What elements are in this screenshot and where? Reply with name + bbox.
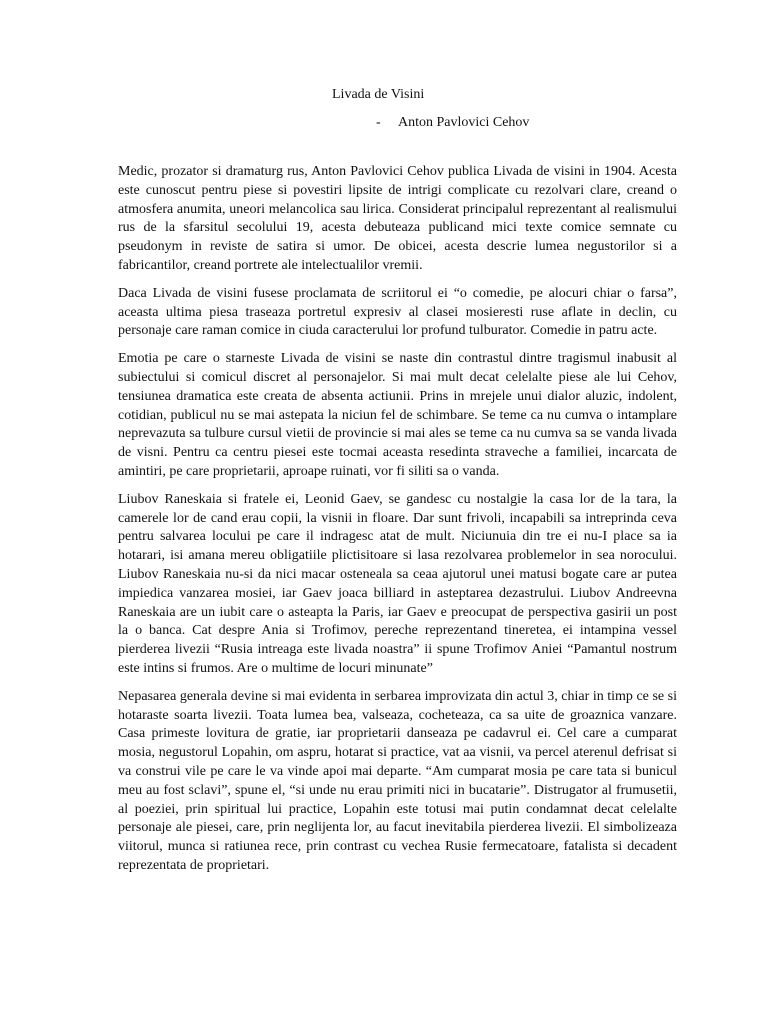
paragraph-4: Liubov Raneskaia si fratele ei, Leonid Gaev, se gandesc cu nostalgie la casa lor de la tara, la camerele lor de cand erau copii, la visnii in floare. Dar sunt frivoli, incapabili sa intreprinda ceva pentru salvarea locului pe care il indragesc atat de mult. Niciunuia din tre ei nu-I place sa ia hotarari, isi amana mereu obligatiile plictisitoare si lasa rezolvarea problemelor in sea norocului. Liubov Raneskaia nu-si da nici macar osteneala sa ceaa ajutorul unei matusi bogate care ar putea impiedica vanzarea mosiei, iar Gaev joaca billiard in asteptarea dezastrului. Liubov Andreevna Raneskaia are un iubit care o asteapta la Paris, iar Gaev e preocupat de perspectiva gasirii un post la o banca. Cat despre Ania si Trofimov, pereche reprezentand tineretea, ei intampina vessel pierderea livezii “Rusia intreaga este livada noastra” ii spune Trofimov Aniei “Pamantul nostrum este intins si frumos. Are o multime de locuri minunate”	[118, 491, 677, 676]
paragraph-3: Emotia pe care o starneste Livada de visini se naste din contrastul dintre tragismul inabusit al subiectului si comicul discret al personajelor. Si mai mult decat celelalte piese ale lui Cehov, tensiunea dramatica este creata de absenta actiunii. Prins in mrejele unui dialor aluzic, indolent, cotidian, publicul nu se mai astepata la niciun fel de schimbare. Se teme ca nu cumva o intamplare neprevazuta sa tulbure cursul vietii de provincie si mai ales se teme ca nu cumva sa se vanda livada de visni. Pentru ca centru piesei este tocmai aceasta resedinta straveche a familiei, incarcata de amintiri, pe care proprietarii, aproape ruinati, vor fi siliti sa o vanda.	[118, 351, 677, 479]
paragraph-2: Daca Livada de visini fusese proclamata de scriitorul ei “o comedie, pe alocuri chiar o farsa”, aceasta ultima piesa traseaza portretul expresiv al clasei mosieresti ruse aflate in declin, cu personaje care raman comice in ciuda caracterului lor profund tulburator. Comedie in patru acte.	[118, 285, 677, 339]
author-dash: -	[376, 115, 381, 130]
paragraph-1: Medic, prozator si dramaturg rus, Anton Pavlovici Cehov publica Livada de visini in 1904. Acesta este cunoscut pentru piese si povestiri lipsite de intrigi complicate cu rezolvari clare, creand o atmosfera anumita, uneori melancolica sau lirica. Considerat principalul reprezentant al realismului rus de la sfarsitul secolului 19, acesta debuteaza publicand mici texte comice semnate cu pseudonym in reviste de satira si umor. De obicei, acesta descrie lumea negustorilor si a fabricantilor, creand portrete ale intelectualilor vremii.	[118, 164, 677, 273]
author-line	[376, 114, 529, 132]
document-title: Livada de Visini	[332, 87, 425, 102]
document-body	[118, 163, 677, 885]
paragraph-5: Nepasarea generala devine si mai evidenta in serbarea improvizata din actul 3, chiar in timp ce se si hotaraste soarta livezii. Toata lumea bea, valseaza, cocheteaza, ca sa uite de groaznica vanzare. Casa primeste lovitura de gratie, iar proprietarii danseaza pe cadavrul ei. Cel care a cumparat mosia, negustorul Lopahin, om aspru, hotarat si practice, vat aa visnii, va percel aterenul defrisat si va construi vile pe care le va vinde apoi mai departe. “Am cumparat mosia pe care tata si bunicul meu au fost sclavi”, spune el, “si unde nu erau primiti nici in bucatarie”. Distrugator al frumusetii, al poeziei, prin spiritual lui practice, Lopahin este totusi mai putin condamnat decat celelalte personaje ale piesei, care, prin neglijenta lor, au facut inevitabila pierderea livezii. El simbolizeaza viitorul, munca si ratiunea rece, prin contrast cu vechea Rusie fermecatoare, fatalista si decadent reprezentata de proprietari.	[118, 688, 677, 873]
author-name: Anton Pavlovici Cehov	[398, 115, 530, 130]
